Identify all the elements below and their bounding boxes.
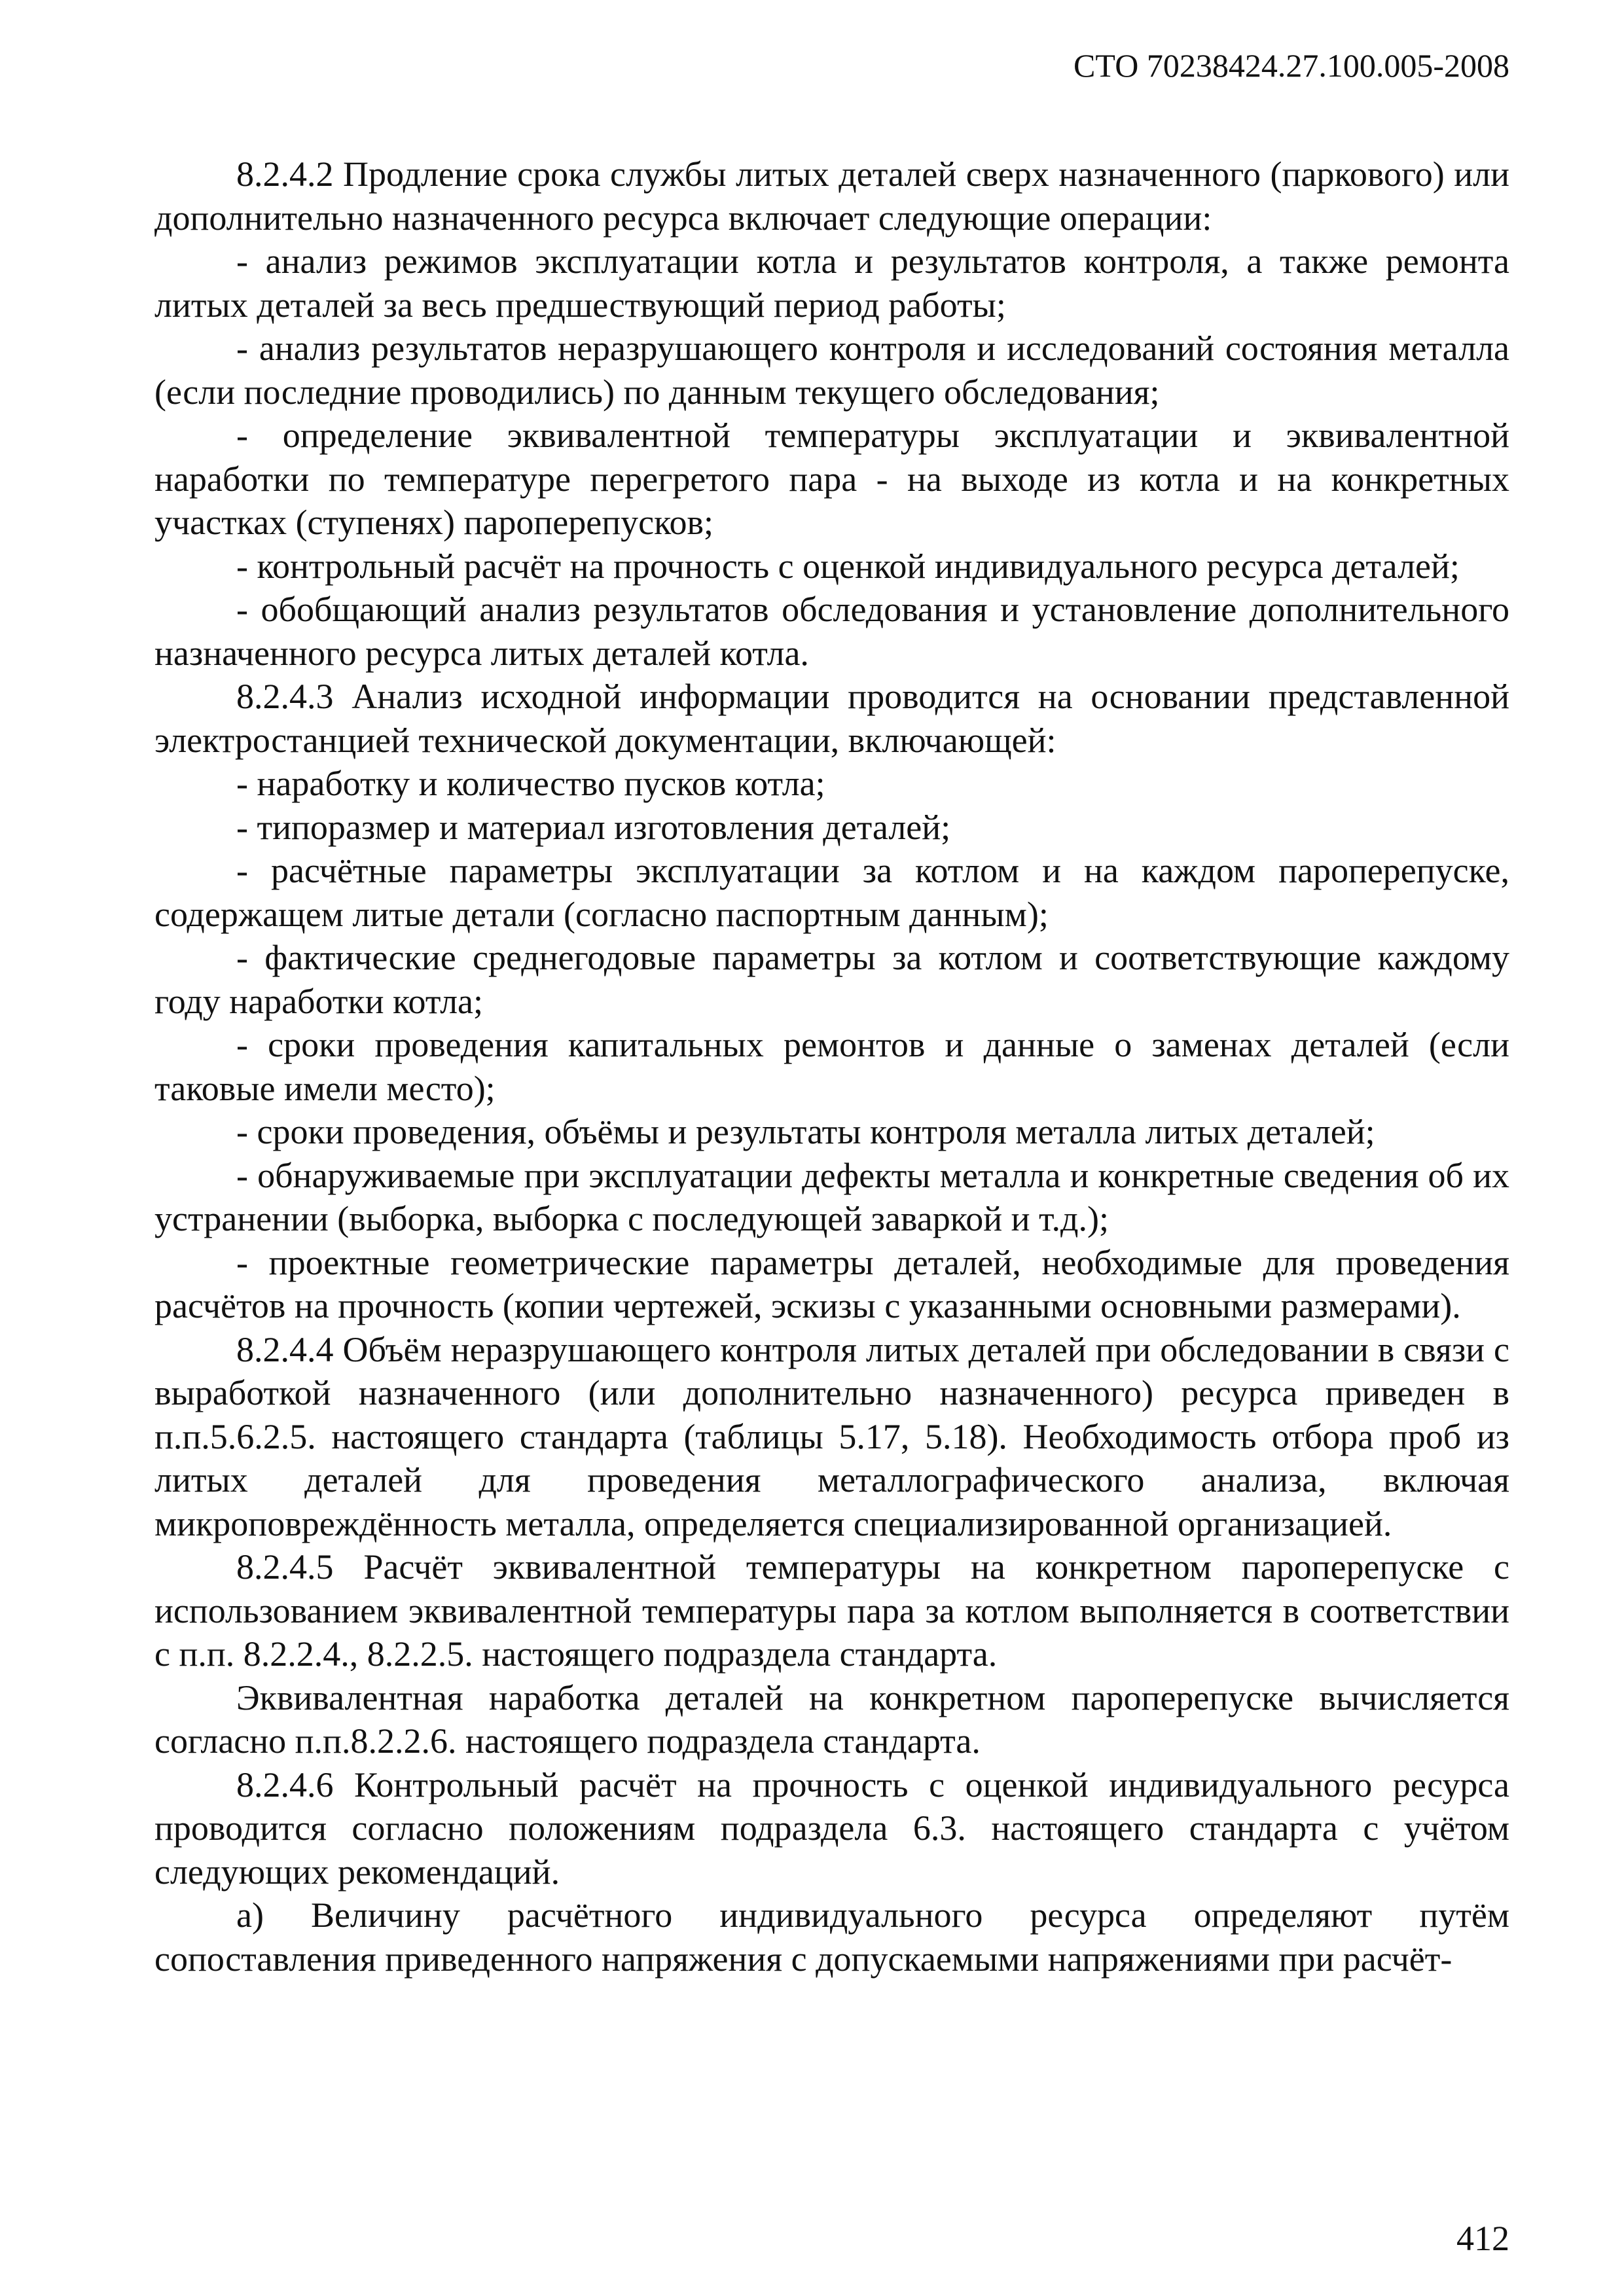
list-item: - проектные геометрические параметры деталей, необходимые для проведения расчётов на прочность (копии чертежей, эскизы с указанными основными размерами). (154, 1242, 1509, 1325)
list-item: - определение эквивалентной температуры эксплуатации и эквивалентной наработки по температуре перегретого пара - на выходе из котла и на конкретных участках (ступенях) пароперепусков; (154, 416, 1509, 542)
list-item: - анализ режимов эксплуатации котла и результатов контроля, а также ремонта литых деталей за весь предшествующий период работы; (154, 242, 1509, 325)
list-item: - анализ результатов неразрушающего контроля и исследований состояния металла (если последние проводились) по данным текущего обследования; (154, 329, 1509, 412)
list-item: - обнаруживаемые при эксплуатации дефекты металла и конкретные сведения об их устранении (выборка, выборка с последующей заваркой и т.д.); (154, 1155, 1509, 1238)
list-item: - обобщающий анализ результатов обследования и установление дополнительного назначенного ресурса литых деталей котла. (154, 590, 1509, 673)
paragraph-equivalent-operating-time: Эквивалентная наработка деталей на конкретном пароперепуске вычисляется согласно п.п.8.2.2.6. настоящего подраздела стандарта. (154, 1677, 1509, 1761)
list-item: - наработку и количество пусков котла; (236, 764, 825, 803)
paragraph-8-2-4-3: 8.2.4.3 Анализ исходной информации проводится на основании представленной электростанцией технической документации, включающей: (154, 677, 1509, 760)
paragraph-item-a: а) Величину расчётного индивидуального ресурса определяют путём сопоставления приведенного напряжения с допускаемыми напряжениями при расчёт- (154, 1895, 1509, 1979)
paragraph-8-2-4-5: 8.2.4.5 Расчёт эквивалентной температуры на конкретном пароперепуске с использованием эквивалентной температуры пара за котлом выполняется в соответствии с п.п. 8.2.2.4., 8.2.2.5. настоящего подраздела стандарта. (154, 1547, 1509, 1674)
list-item: - расчётные параметры эксплуатации за котлом и на каждом пароперепуске, содержащем литые детали (согласно паспортным данным); (154, 851, 1509, 934)
paragraph-8-2-4-4: 8.2.4.4 Объём неразрушающего контроля литых деталей при обследовании в связи с выработкой назначенного (или дополнительно назначенного) ресурса приведен в п.п.5.6.2.5. настоящего стандарта (таблицы 5.17, 5.18). Необходимость отбора проб из литых деталей для проведения металлографического анализа, включая микроповреждённость металла, определяется специализированной организацией. (154, 1329, 1509, 1543)
paragraph-8-2-4-6: 8.2.4.6 Контрольный расчёт на прочность с оценкой индивидуального ресурса проводится согласно положениям подраздела 6.3. настоящего стандарта с учётом следующих рекомендаций. (154, 1765, 1509, 1892)
list-item: - контрольный расчёт на прочность с оценкой индивидуального ресурса деталей; (236, 546, 1460, 586)
list-item: - типоразмер и материал изготовления деталей; (236, 807, 951, 847)
page-number: 412 (1456, 2219, 1509, 2258)
page-body (154, 152, 1509, 1981)
paragraph-8-2-4-2: 8.2.4.2 Продление срока службы литых деталей сверх назначенного (паркового) или дополнительно назначенного ресурса включает следующие операции: (154, 154, 1509, 238)
list-item: - сроки проведения, объёмы и результаты контроля металла литых деталей; (236, 1112, 1375, 1151)
list-item: - фактические среднегодовые параметры за котлом и соответствующие каждому году наработки котла; (154, 938, 1509, 1021)
list-item: - сроки проведения капитальных ремонтов и данные о заменах деталей (если таковые имели место); (154, 1025, 1509, 1108)
document-code-header: СТО 70238424.27.100.005-2008 (1074, 47, 1509, 84)
